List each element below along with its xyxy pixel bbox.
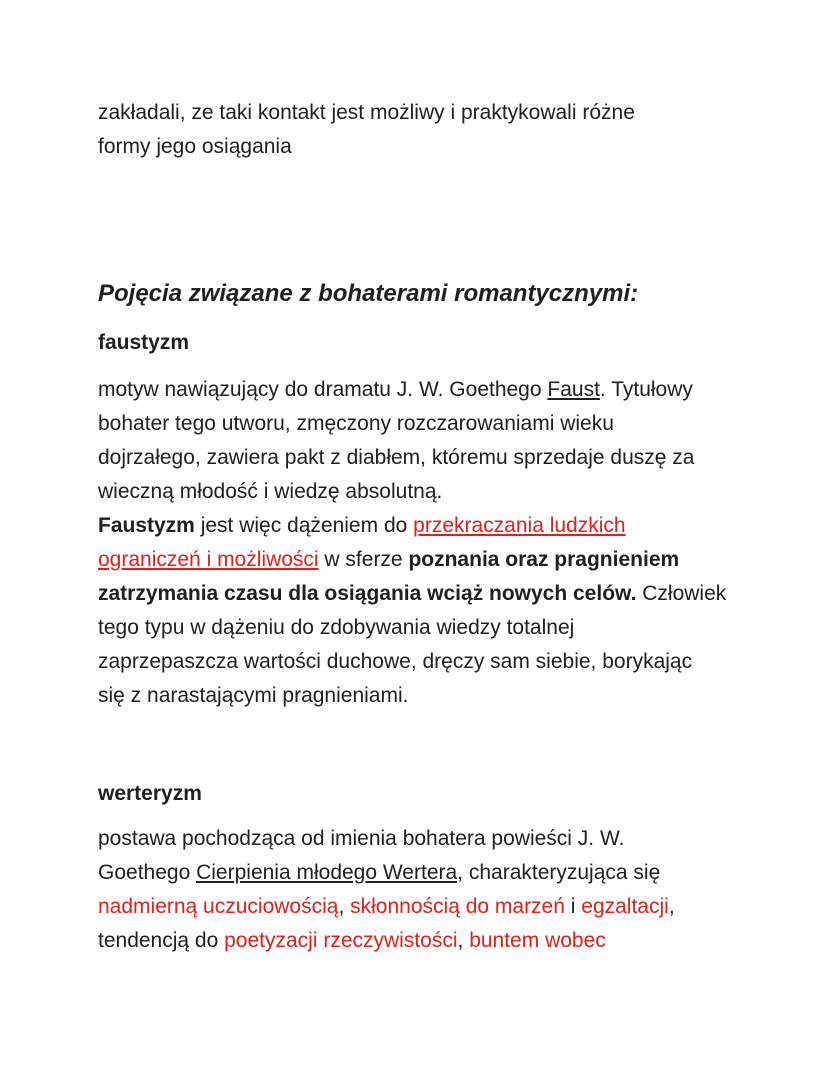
- text: i: [564, 895, 582, 918]
- faust-line-1: [98, 373, 748, 407]
- werter-title-link: Cierpienia młodego Wertera: [196, 861, 458, 884]
- faust-title-link: Faust: [547, 378, 600, 401]
- faust-line-7: [98, 577, 748, 611]
- faust-line-5: [98, 509, 748, 543]
- faust-line-3: dojrzałego, zawiera pakt z diabłem, któremu sprzedaje duszę za: [98, 446, 695, 469]
- highlight-text: poetyzacji rzeczywistości: [224, 929, 458, 952]
- faust-line-10: się z narastającymi pragnieniami.: [98, 684, 409, 707]
- bold-text: zatrzymania czasu dla osiągania wciąż nowych celów.: [98, 582, 637, 605]
- term-werteryzm: werteryzm: [98, 782, 202, 805]
- text: ,: [668, 895, 675, 918]
- text: Goethego: [98, 861, 197, 884]
- highlight-text: nadmierną uczuciowością: [98, 895, 339, 918]
- faust-line-4: wieczną młodość i wiedzę absolutną.: [98, 480, 443, 503]
- definition-faustyzm: [98, 373, 748, 713]
- definition-werteryzm: [98, 822, 748, 958]
- werter-line-1: postawa pochodząca od imienia bohatera powieści J. W.: [98, 827, 625, 850]
- intro-line-1: zakładali, ze taki kontakt jest możliwy i praktykowali różne: [98, 101, 635, 124]
- highlight-text: skłonnością do marzeń: [350, 895, 565, 918]
- faust-line-9: zaprzepaszcza wartości duchowe, dręczy sam siebie, borykając: [98, 650, 693, 673]
- text: . Tytułowy: [599, 378, 693, 401]
- faust-line-6: [98, 543, 748, 577]
- werter-line-3: [98, 890, 748, 924]
- section-heading: Pojęcia związane z bohaterami romantycznymi:: [98, 280, 639, 307]
- werter-line-4: [98, 924, 748, 958]
- text: ,: [338, 895, 351, 918]
- bold-term: Faustyzm: [98, 514, 195, 537]
- text: Człowiek: [636, 582, 727, 605]
- highlight-text: egzaltacji: [581, 895, 669, 918]
- werter-line-2: [98, 856, 748, 890]
- text: ,: [457, 929, 470, 952]
- intro-line-2: formy jego osiągania: [98, 135, 292, 158]
- term-faustyzm: faustyzm: [98, 331, 190, 354]
- text: motyw nawiązujący do dramatu J. W. Goethego: [98, 378, 548, 401]
- text: , charakteryzująca się: [457, 861, 661, 884]
- highlight-text: ograniczeń i możliwości: [98, 548, 319, 571]
- faust-line-2: bohater tego utworu, zmęczony rozczarowaniami wieku: [98, 412, 614, 435]
- text: jest więc dążeniem do: [194, 514, 414, 537]
- intro-paragraph: [98, 96, 748, 164]
- highlight-text: przekraczania ludzkich: [413, 514, 626, 537]
- highlight-text: buntem wobec: [469, 929, 606, 952]
- text: tendencją do: [98, 929, 225, 952]
- faust-line-8: tego typu w dążeniu do zdobywania wiedzy totalnej: [98, 616, 575, 639]
- bold-text: poznania oraz pragnieniem: [408, 548, 680, 571]
- text: w sferze: [318, 548, 409, 571]
